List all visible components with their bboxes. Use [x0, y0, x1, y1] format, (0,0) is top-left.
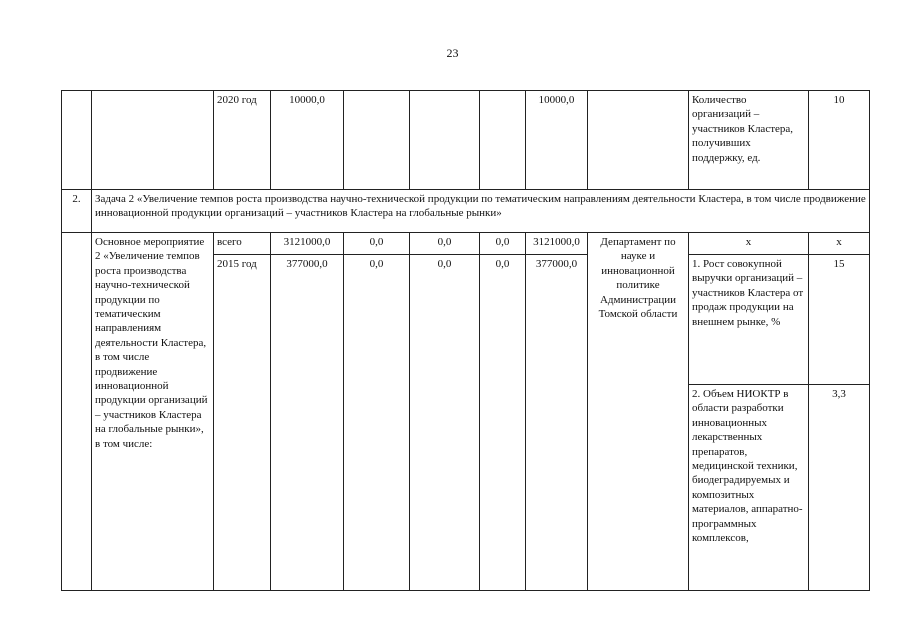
indicator-2-value: 3,3 — [809, 385, 870, 591]
cell-total: 377000,0 — [271, 255, 344, 591]
cell-local: 0,0 — [480, 233, 526, 255]
page-number: 23 — [446, 46, 459, 60]
table-row-total — [62, 233, 870, 255]
indicator-1: 1. Рост совокупной выручки организаций – участников Кластера от продаж продукции на внешнем рынке, % — [689, 255, 809, 385]
cell-year: 2020 год — [214, 91, 271, 190]
measure-name: Основное мероприятие 2 «Увеличение темпов роста производства научно-технической продукции по тематическим направлениям деятельности Кластера, в том числе продвижение инновационной продукции организаций – участников Кластера на глобальные рынки», в том числе: — [92, 233, 214, 591]
cell-indicator-value: 10 — [809, 91, 870, 190]
cell-federal: 0,0 — [344, 233, 410, 255]
cell-indicator: Количество организаций – участников Кластера, получивших поддержку, ед. — [689, 91, 809, 190]
cell-other: 3121000,0 — [526, 233, 588, 255]
cell-regional — [410, 91, 480, 190]
cell-other: 377000,0 — [526, 255, 588, 591]
cell-federal — [344, 91, 410, 190]
cell-year: 2015 год — [214, 255, 271, 591]
task-number: 2. — [62, 190, 92, 233]
cell-indicator: x — [689, 233, 809, 255]
cell-indicator-value: x — [809, 233, 870, 255]
indicator-2: 2. Объем НИОКТР в области разработки инновационных лекарственных препаратов, медицинской техники, биодеградируемых и композитных материалов, аппаратно-программных комплексов, — [689, 385, 809, 591]
program-table — [61, 90, 870, 591]
cell-num — [62, 233, 92, 591]
task-row — [62, 190, 870, 233]
cell-regional: 0,0 — [410, 255, 480, 591]
cell-local: 0,0 — [480, 255, 526, 591]
cell-other: 10000,0 — [526, 91, 588, 190]
cell-federal: 0,0 — [344, 255, 410, 591]
indicator-1-value: 15 — [809, 255, 870, 385]
task-title: Задача 2 «Увеличение темпов роста производства научно-технической продукции по тематическим направлениям деятельности Кластера, в том числе продвижение инновационной продукции организаций – участников Кластера на глобальные рынки» — [92, 190, 870, 233]
cell-total: 3121000,0 — [271, 233, 344, 255]
cell-name — [92, 91, 214, 190]
cell-local — [480, 91, 526, 190]
cell-year: всего — [214, 233, 271, 255]
table-row-2020 — [62, 91, 870, 190]
measure-executor: Департамент по науке и инновационной политике Администрации Томской области — [588, 233, 689, 591]
cell-executor — [588, 91, 689, 190]
cell-num — [62, 91, 92, 190]
cell-regional: 0,0 — [410, 233, 480, 255]
cell-total: 10000,0 — [271, 91, 344, 190]
